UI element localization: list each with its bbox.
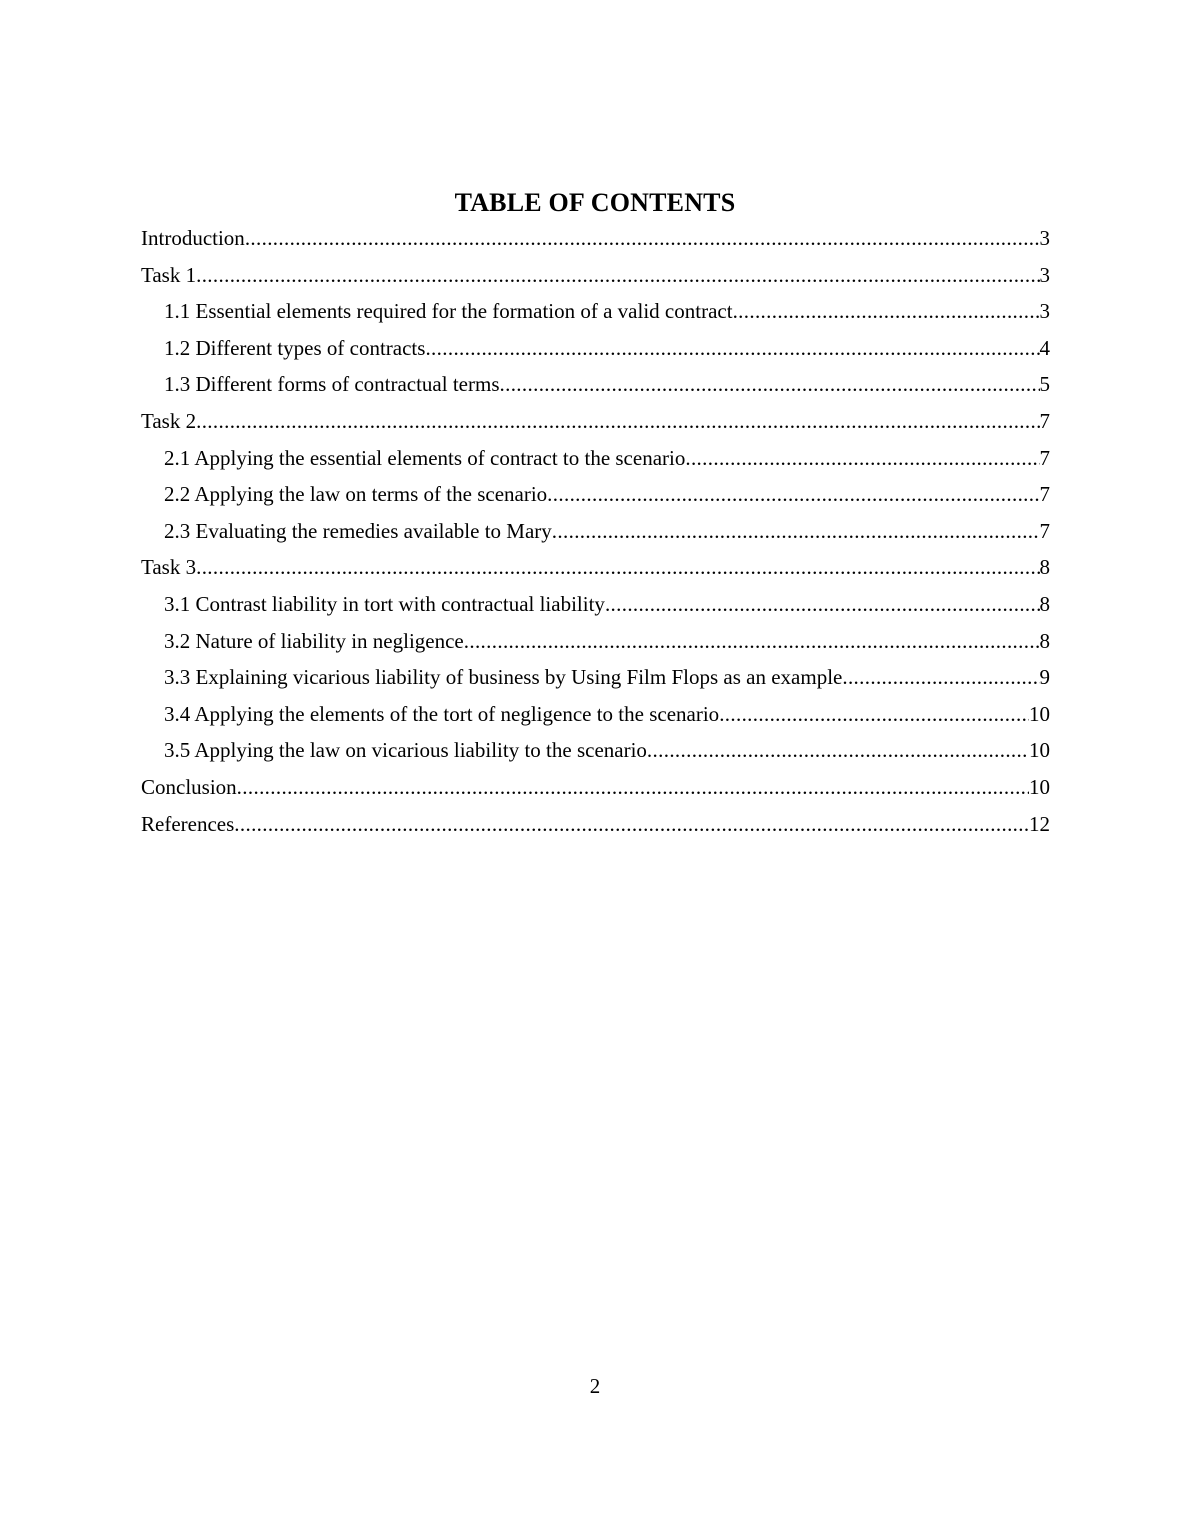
toc-entry-label: 2.2 Applying the law on terms of the scenario (164, 482, 548, 507)
toc-entry-label: 3.1 Contrast liability in tort with contractual liability (164, 591, 605, 616)
toc-entry-label: 3.2 Nature of liability in negligence (164, 628, 464, 653)
toc-subentry[interactable] (141, 366, 1050, 403)
toc-entry-page: 5 (1039, 372, 1050, 397)
toc-entry-label: 3.4 Applying the elements of the tort of negligence to the scenario (164, 701, 720, 726)
toc-dot-leader (425, 330, 1039, 367)
toc-entry[interactable] (141, 806, 1050, 843)
toc-entry-label: Task 3 (141, 555, 197, 580)
toc-entry-page: 8 (1039, 555, 1050, 580)
toc-dot-leader (196, 257, 1039, 294)
toc-entry-label: 3.5 Applying the law on vicarious liability to the scenario (164, 738, 647, 763)
toc-entry-page: 3 (1039, 299, 1050, 324)
toc-dot-leader (237, 769, 1029, 806)
toc-entry-page: 12 (1029, 811, 1050, 836)
toc-entry-label: 3.3 Explaining vicarious liability of business by Using Film Flops as an example (164, 665, 843, 690)
toc-entry-page: 3 (1039, 262, 1050, 287)
toc-entry[interactable] (141, 257, 1050, 294)
toc-entry-page: 10 (1029, 738, 1050, 763)
toc-entry-label: Task 1 (141, 262, 197, 287)
toc-entry[interactable] (141, 220, 1050, 257)
toc-dot-leader (719, 696, 1029, 733)
toc-entry-page: 9 (1039, 665, 1050, 690)
toc-entry-page: 7 (1039, 518, 1050, 543)
toc-entry-page: 7 (1039, 408, 1050, 433)
toc-subentry[interactable] (141, 623, 1050, 660)
toc-dot-leader (464, 623, 1040, 660)
toc-subentry[interactable] (141, 732, 1050, 769)
toc-entry-label: 2.1 Applying the essential elements of contract to the scenario (164, 445, 686, 470)
toc-subentry[interactable] (141, 476, 1050, 513)
toc-subentry[interactable] (141, 440, 1050, 477)
toc-subentry[interactable] (141, 330, 1050, 367)
toc-subentry[interactable] (141, 659, 1050, 696)
toc-entry-label: Task 2 (141, 408, 197, 433)
toc-dot-leader (647, 732, 1029, 769)
toc-entry-page: 4 (1039, 335, 1050, 360)
toc-entry-page: 7 (1039, 482, 1050, 507)
toc-dot-leader (547, 476, 1039, 513)
toc-entry[interactable] (141, 403, 1050, 440)
toc-dot-leader (500, 366, 1040, 403)
toc-dot-leader (234, 806, 1029, 843)
toc-entry[interactable] (141, 549, 1050, 586)
toc-entry-label: 1.2 Different types of contracts (164, 335, 426, 360)
toc-entry-label: 1.1 Essential elements required for the formation of a valid contract (164, 299, 733, 324)
toc-dot-leader (842, 659, 1039, 696)
toc-dot-leader (245, 220, 1040, 257)
toc-title: TABLE OF CONTENTS (454, 188, 736, 217)
toc-entry[interactable] (141, 769, 1050, 806)
toc-subentry[interactable] (141, 696, 1050, 733)
toc-entry-page: 3 (1039, 226, 1050, 250)
toc-dot-leader (605, 586, 1040, 623)
toc-entry-page: 10 (1029, 701, 1050, 726)
toc-subentry[interactable] (141, 513, 1050, 550)
toc-entry-label: Introduction (141, 226, 245, 250)
toc-entry-page: 7 (1039, 445, 1050, 470)
toc-subentry[interactable] (141, 293, 1050, 330)
toc-subentry[interactable] (141, 586, 1050, 623)
toc-dot-leader (733, 293, 1040, 330)
toc-entry-label: 2.3 Evaluating the remedies available to Mary (164, 518, 552, 543)
toc-entry-page: 8 (1039, 628, 1050, 653)
toc-entry-page: 10 (1029, 774, 1050, 799)
toc-dot-leader (196, 549, 1039, 586)
toc-dot-leader (552, 513, 1040, 550)
page-number: 2 (589, 1374, 601, 1398)
toc-list (141, 220, 1050, 842)
toc-entry-label: 1.3 Different forms of contractual terms (164, 372, 500, 397)
toc-dot-leader (196, 403, 1039, 440)
toc-dot-leader (685, 440, 1039, 477)
toc-entry-label: Conclusion (141, 774, 237, 799)
toc-entry-label: References (141, 811, 235, 836)
toc-entry-page: 8 (1039, 591, 1050, 616)
